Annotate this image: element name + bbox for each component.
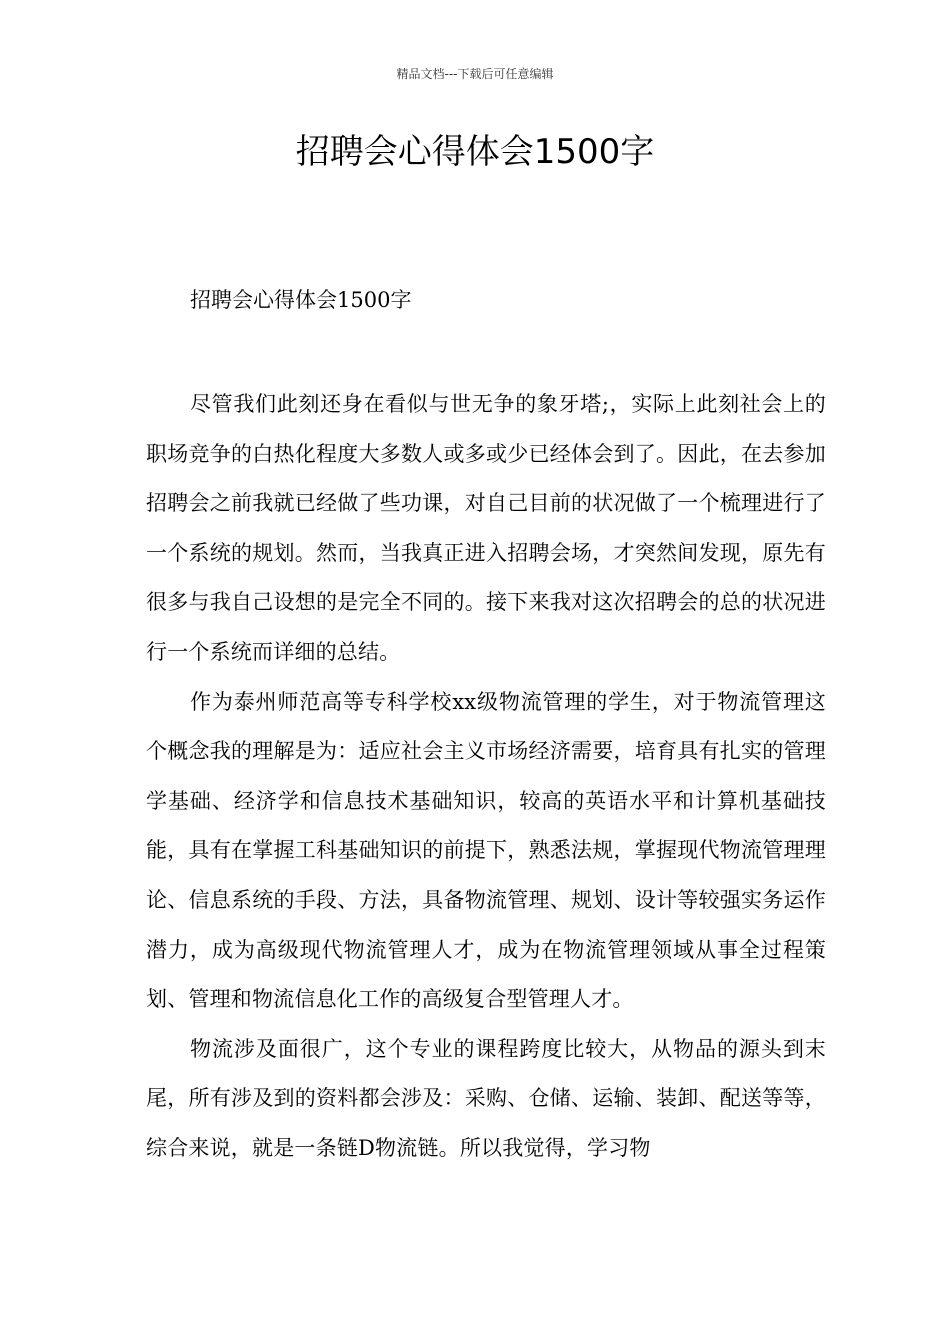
paragraph-2: 作为泰州师范高等专科学校xx级物流管理的学生，对于物流管理这个概念我的理解是为：适应社会主义市场经济需要，培育具有扎实的管理学基础、经济学和信息技术基础知识，较高的英语水平和计算机基础技能，具有在掌握工科基础知识的前提下，熟悉法规，掌握现代物流管理理论、信息系统的手段、方法，具备物流管理、规划、设计等较强实务运作潜力，成为高级现代物流管理人才，成为在物流管理领域从事全过程策划、管理和物流信息化工作的高级复合型管理人才。 xyxy=(146,689,826,1012)
header-note: 精品文档---下载后可任意编辑 xyxy=(396,67,554,81)
document-title: 招聘会心得体会1500字 xyxy=(295,132,655,172)
paragraph-3: 物流涉及面很广，这个专业的课程跨度比较大，从物品的源头到末尾，所有涉及到的资料都会涉及：采购、仓储、运输、装卸、配送等等，综合来说，就是一条链D物流链。所以我觉得，学习物 xyxy=(146,1036,826,1160)
paragraph-1: 尽管我们此刻还身在看似与世无争的象牙塔;，实际上此刻社会上的职场竞争的白热化程度大多数人或多或少已经体会到了。因此，在去参加招聘会之前我就已经做了些功课，对自己目前的状况做了一个梳理进行了一个系统的规划。然而，当我真正进入招聘会场，才突然间发现，原先有很多与我自己设想的是完全不同的。接下来我对这次招聘会的总的状况进行一个系统而详细的总结。 xyxy=(146,392,826,664)
document-subtitle: 招聘会心得体会1500字 xyxy=(190,288,412,312)
document-body xyxy=(146,380,826,1174)
